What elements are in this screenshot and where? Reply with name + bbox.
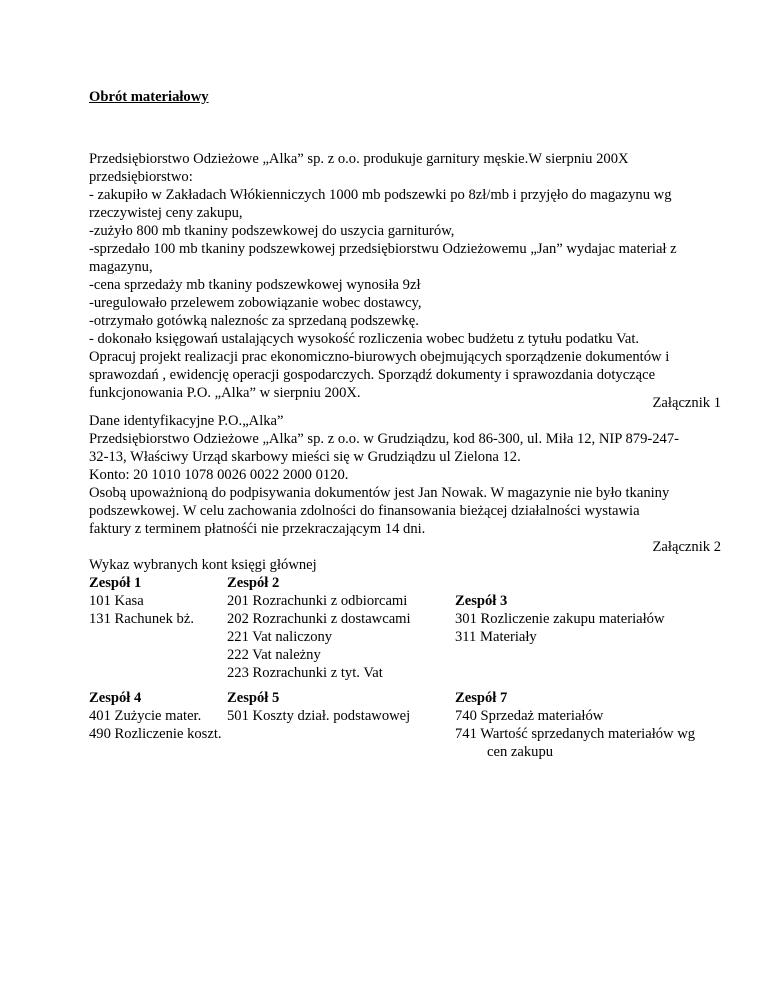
intro-line: -sprzedało 100 mb tkaniny podszewkowej przedsiębiorstwu Odzieżowemu „Jan” wydajac materiał z [89, 241, 677, 257]
document-title: Obrót materiałowy [89, 89, 209, 105]
account-item: 301 Rozliczenie zakupu materiałów [455, 611, 665, 627]
attachment1-line: Osobą upoważnioną do podpisywania dokumentów jest Jan Nowak. W magazynie nie było tkaniny [89, 485, 670, 501]
account-item: 501 Koszty dział. podstawowej [227, 708, 411, 724]
intro-line: rzeczywistej ceny zakupu, [89, 205, 243, 221]
account-item: 202 Rozrachunki z dostawcami [227, 611, 411, 627]
accounts-heading: Wykaz wybranych kont księgi głównej [89, 557, 317, 573]
group-4 [89, 689, 222, 743]
account-item: cen zakupu [487, 744, 554, 760]
group-1 [89, 574, 194, 628]
group-1-name: Zespół 1 [89, 575, 142, 591]
group-3-spacer [455, 574, 665, 592]
intro-line: przedsiębiorstwo: [89, 169, 193, 185]
group-2-name: Zespół 2 [227, 575, 280, 591]
attachment1-body [89, 412, 721, 538]
intro-line: Przedsiębiorstwo Odzieżowe „Alka” sp. z o.o. produkuje garnitury męskie.W sierpniu 200X [89, 151, 629, 167]
account-item: 201 Rozrachunki z odbiorcami [227, 593, 408, 609]
group-7-name: Zespół 7 [455, 690, 508, 706]
group-4-name: Zespół 4 [89, 690, 142, 706]
account-item: 311 Materiały [455, 629, 537, 645]
accounts-list [89, 556, 721, 760]
group-3 [455, 574, 665, 646]
attachment1-line: Przedsiębiorstwo Odzieżowe „Alka” sp. z o.o. w Grudziądzu, kod 86-300, ul. Miła 12, NIP 879-247- [89, 431, 679, 447]
account-item: 131 Rachunek bż. [89, 611, 194, 627]
attachment1-line: 32-13, Właściwy Urząd skarbowy mieści się w Grudziądzu ul Zielona 12. [89, 449, 521, 465]
group-3-name: Zespół 3 [455, 593, 508, 609]
attachment1-line: podszewkowej. W celu zachowania zdolności do finansowania bieżącej działalności wystawia [89, 503, 640, 519]
intro-line: funkcjonowania P.O. „Alka” w sierpniu 200X. [89, 385, 361, 401]
group-2 [227, 574, 411, 682]
attachment1-label: Załącznik 1 [652, 395, 721, 411]
group-5-name: Zespół 5 [227, 690, 280, 706]
intro-line: -otrzymało gotówką naleznośc za sprzedaną podszewkę. [89, 313, 419, 329]
intro-line: -zużyło 800 mb tkaniny podszewkowej do uszycia garniturów, [89, 223, 455, 239]
account-item: 101 Kasa [89, 593, 144, 609]
account-item: 740 Sprzedaż materiałów [455, 708, 604, 724]
intro-line: sprawozdań , ewidencję operacji gospodarczych. Sporządź dokumenty i sprawozdania dotyczące [89, 367, 656, 383]
intro-paragraph [89, 150, 721, 402]
intro-line: - dokonało księgowań ustalających wysokość rozliczenia wobec budżetu z tytułu podatku Vat. [89, 331, 640, 347]
account-item: 401 Zużycie mater. [89, 708, 202, 724]
account-item: 490 Rozliczenie koszt. [89, 726, 222, 742]
attachment1-line: Dane identyfikacyjne P.O.„Alka” [89, 413, 284, 429]
intro-line: Opracuj projekt realizacji prac ekonomiczno-biurowych obejmujących sporządzenie dokumentów i [89, 349, 670, 365]
group-5 [227, 689, 410, 725]
group-7 [455, 689, 695, 761]
account-item: 223 Rozrachunki z tyt. Vat [227, 665, 383, 681]
intro-line: -uregulowało przelewem zobowiązanie wobec dostawcy, [89, 295, 422, 311]
account-item: 741 Wartość sprzedanych materiałów wg [455, 726, 696, 742]
attachment2-label: Załącznik 2 [652, 539, 721, 555]
attachment1-line: Konto: 20 1010 1078 0026 0022 2000 0120. [89, 467, 349, 483]
intro-line: -cena sprzedaży mb tkaniny podszewkowej wynosiła 9zł [89, 277, 421, 293]
account-item: 222 Vat należny [227, 647, 321, 663]
intro-line: magazynu, [89, 259, 153, 275]
account-item: 221 Vat naliczony [227, 629, 333, 645]
attachment1-line: faktury z terminem płatnośći nie przekraczającym 14 dni. [89, 521, 426, 537]
intro-line: - zakupiło w Zakładach Włókienniczych 1000 mb podszewki po 8zł/mb i przyjęło do magazynu wg [89, 187, 672, 203]
